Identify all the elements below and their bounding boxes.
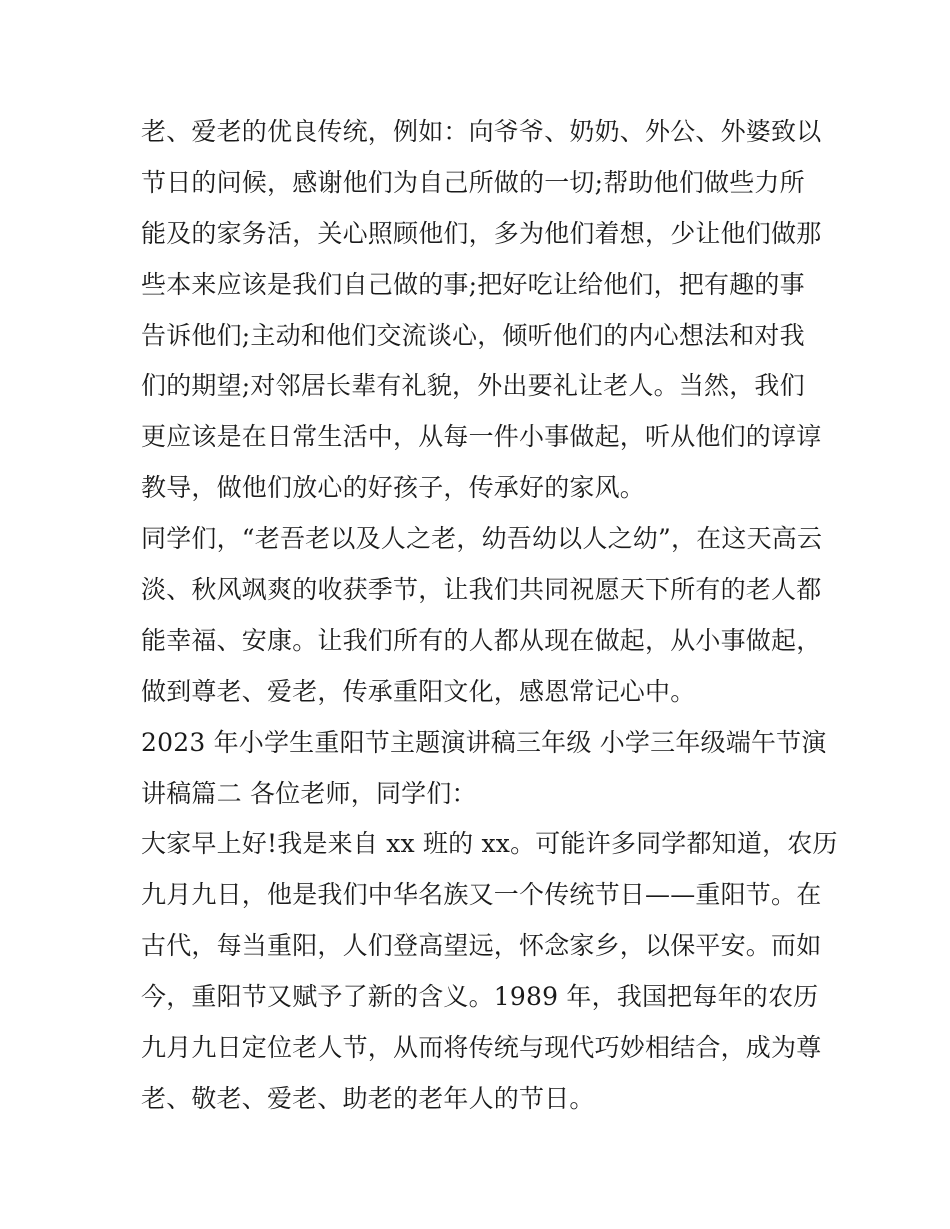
text-line-11: 能幸福、安康。让我们所有的人都从现在做起，从小事做起， <box>141 625 822 655</box>
text-line-15: 大家早上好!我是来自 xx 班的 xx。可能许多同学都知道，农历 <box>141 829 838 859</box>
text-line-16: 九月九日，他是我们中华名族又一个传统节日——重阳节。在 <box>141 880 822 910</box>
text-line-8: 教导，做他们放心的好孩子，传承好的家风。 <box>141 473 646 503</box>
text-line-5: 告诉他们;主动和他们交流谈心，倾听他们的内心想法和对我 <box>141 320 805 350</box>
text-line-18: 今，重阳节又赋予了新的含义。1989 年，我国把每年的农历 <box>141 982 819 1012</box>
text-line-13: 2023 年小学生重阳节主题演讲稿三年级 小学三年级端午节演 <box>141 727 827 757</box>
text-line-9: 同学们，“老吾老以及人之老，幼吾幼以人之幼”，在这天高云 <box>141 524 823 554</box>
text-line-19: 九月九日定位老人节，从而将传统与现代巧妙相结合，成为尊 <box>141 1033 822 1063</box>
text-line-7: 更应该是在日常生活中，从每一件小事做起，听从他们的谆谆 <box>141 422 822 452</box>
text-line-10: 淡、秋风飒爽的收获季节，让我们共同祝愿天下所有的老人都 <box>141 575 822 605</box>
text-line-12: 做到尊老、爱老，传承重阳文化，感恩常记心中。 <box>141 676 696 706</box>
text-line-3: 能及的家务活，关心照顾他们，多为他们着想，少让他们做那 <box>141 218 822 248</box>
text-line-4: 些本来应该是我们自己做的事;把好吃让给他们，把有趣的事 <box>141 269 805 299</box>
text-line-20: 老、敬老、爱老、助老的老年人的节日。 <box>141 1083 595 1113</box>
text-line-2: 节日的问候，感谢他们为自己所做的一切;帮助他们做些力所 <box>141 167 805 197</box>
text-line-1: 老、爱老的优良传统，例如：向爷爷、奶奶、外公、外婆致以 <box>141 117 822 146</box>
text-line-17: 古代，每当重阳，人们登高望远，怀念家乡，以保平安。而如 <box>141 931 822 961</box>
body-text <box>141 107 838 1125</box>
text-line-6: 们的期望;对邻居长辈有礼貌，外出要礼让老人。当然，我们 <box>141 371 805 401</box>
text-line-14: 讲稿篇二 各位老师，同学们： <box>141 778 477 808</box>
